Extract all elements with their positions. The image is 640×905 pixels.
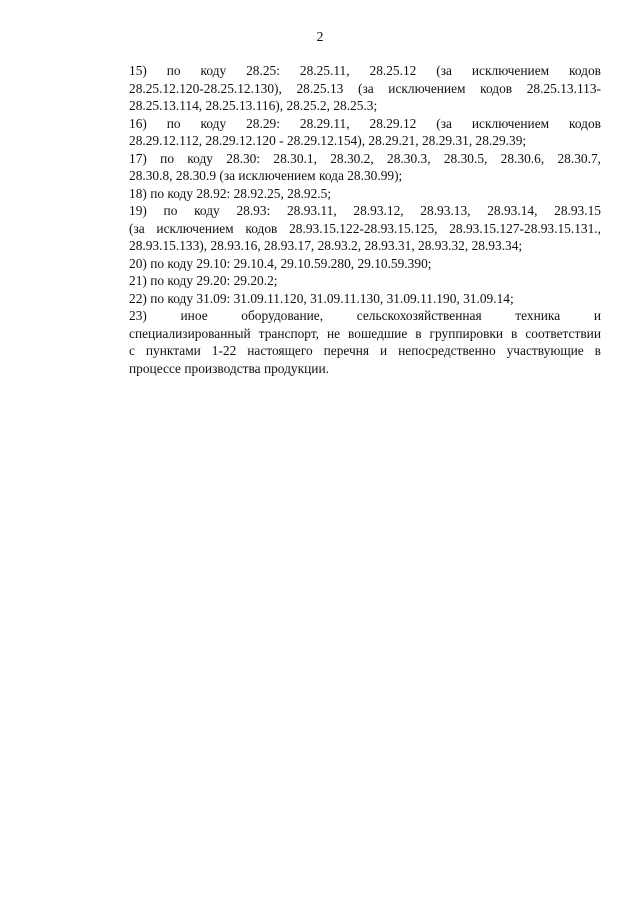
text-line: 20) по коду 29.10: 29.10.4, 29.10.59.280, 29.10.59.390; (129, 255, 432, 271)
text-line: 18) по коду 28.92: 28.92.25, 28.92.5; (129, 185, 332, 201)
list-item-15 (95, 62, 601, 115)
text-line: 19) по коду 28.93: 28.93.11, 28.93.12, 28.93.13, 28.93.14, 28.93.15 (129, 203, 601, 218)
text-line: 15) по коду 28.25: 28.25.11, 28.25.12 (за исключением кодов (129, 63, 601, 78)
list-item-20 (95, 255, 601, 273)
list-item-18 (95, 185, 601, 203)
text-line: 21) по коду 29.20: 29.20.2; (129, 273, 278, 288)
list-item-19 (95, 202, 601, 255)
text-line: 22) по коду 31.09: 31.09.11.120, 31.09.11.130, 31.09.11.190, 31.09.14; (129, 290, 514, 306)
text-line: (за исключением кодов 28.93.15.122-28.93.15.125, 28.93.15.127-28.93.15.131., (129, 220, 601, 236)
text-line: специализированный транспорт, не вошедшие в группировки в соответствии (129, 325, 601, 341)
list-item-17 (95, 150, 601, 185)
page-number: 2 (316, 30, 324, 45)
text-line: 28.30.8, 28.30.9 (за исключением кода 28.30.99); (129, 168, 403, 183)
list-item-21 (95, 272, 601, 290)
list-item-23 (95, 307, 601, 377)
text-line: процессе производства продукции. (129, 360, 329, 376)
text-line: 28.29.12.112, 28.29.12.120 - 28.29.12.154), 28.29.21, 28.29.31, 28.29.39; (129, 133, 527, 148)
text-line: 28.93.15.133), 28.93.16, 28.93.17, 28.93.2, 28.93.31, 28.93.32, 28.93.34; (129, 238, 523, 253)
text-line: 28.25.13.114, 28.25.13.116), 28.25.2, 28.25.3; (129, 98, 378, 113)
text-line: 23) иное оборудование, сельскохозяйственная техника и (129, 308, 601, 323)
text-line: 28.25.12.120-28.25.12.130), 28.25.13 (за исключением кодов 28.25.13.113- (129, 80, 601, 96)
text-line: с пунктами 1-22 настоящего перечня и непосредственно участвующие в (129, 343, 601, 358)
text-line: 17) по коду 28.30: 28.30.1, 28.30.2, 28.30.3, 28.30.5, 28.30.6, 28.30.7, (129, 150, 601, 166)
list-item-16 (95, 115, 601, 150)
text-line: 16) по коду 28.29: 28.29.11, 28.29.12 (за исключением кодов (129, 115, 601, 131)
list-item-22 (95, 290, 601, 308)
document-body (95, 62, 601, 377)
